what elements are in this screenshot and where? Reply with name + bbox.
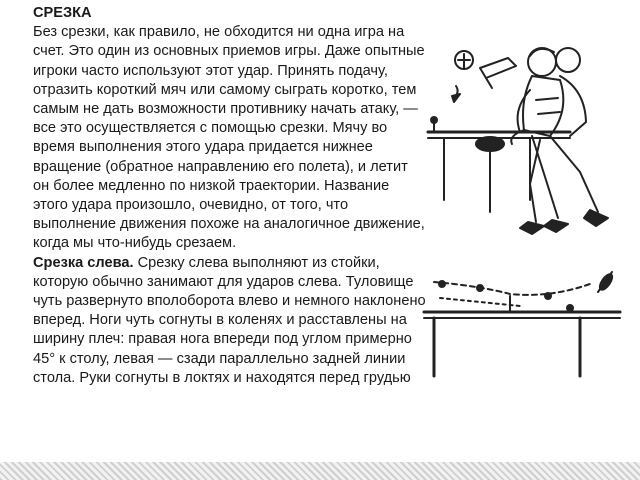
paragraph-intro: Без срезки, как правило, не обходится ни одна игра на счет. Это один из основных приемов игры. Даже опытные игроки часто используют этот удар. Принять подачу, отразить короткий мяч или самому сыграть коротко, тем самым не дать возможности противнику начать атаку, — все это осуществляется с помощью срезки. Мячу во время выполнения этого удара придается нижнее вращение (обратное направлению его полета), и летит он более медленно по низкой траектории. Название этого удара произошло, очевидно, от того, что выполнение движения похоже на аналогичное движение, когда мы что-нибудь срезаем. — [33, 24, 425, 252]
backhand-text: Срезку слева выполняют из стойки, которую обычно занимают для ударов слева. Туловище чуть развернуто вполоборота влево и немного наклонено вперед. Ноги чуть согнуты в коленях и расставлены на ширину плеч: правая нога впереди под углом примерно 45° к столу, левая — сзади параллельно задней линии стола. Руки согнуты в локтях и находятся перед грудью — [33, 254, 426, 386]
paragraph-backhand — [33, 254, 428, 388]
bottom-decorative-bar — [0, 462, 640, 480]
ball-trajectory-icon — [420, 268, 625, 380]
table-tennis-player-icon — [420, 40, 625, 252]
backhand-lead: Срезка слева. — [33, 254, 134, 271]
section-heading: СРЕЗКА — [33, 5, 92, 21]
text-block — [33, 4, 428, 388]
